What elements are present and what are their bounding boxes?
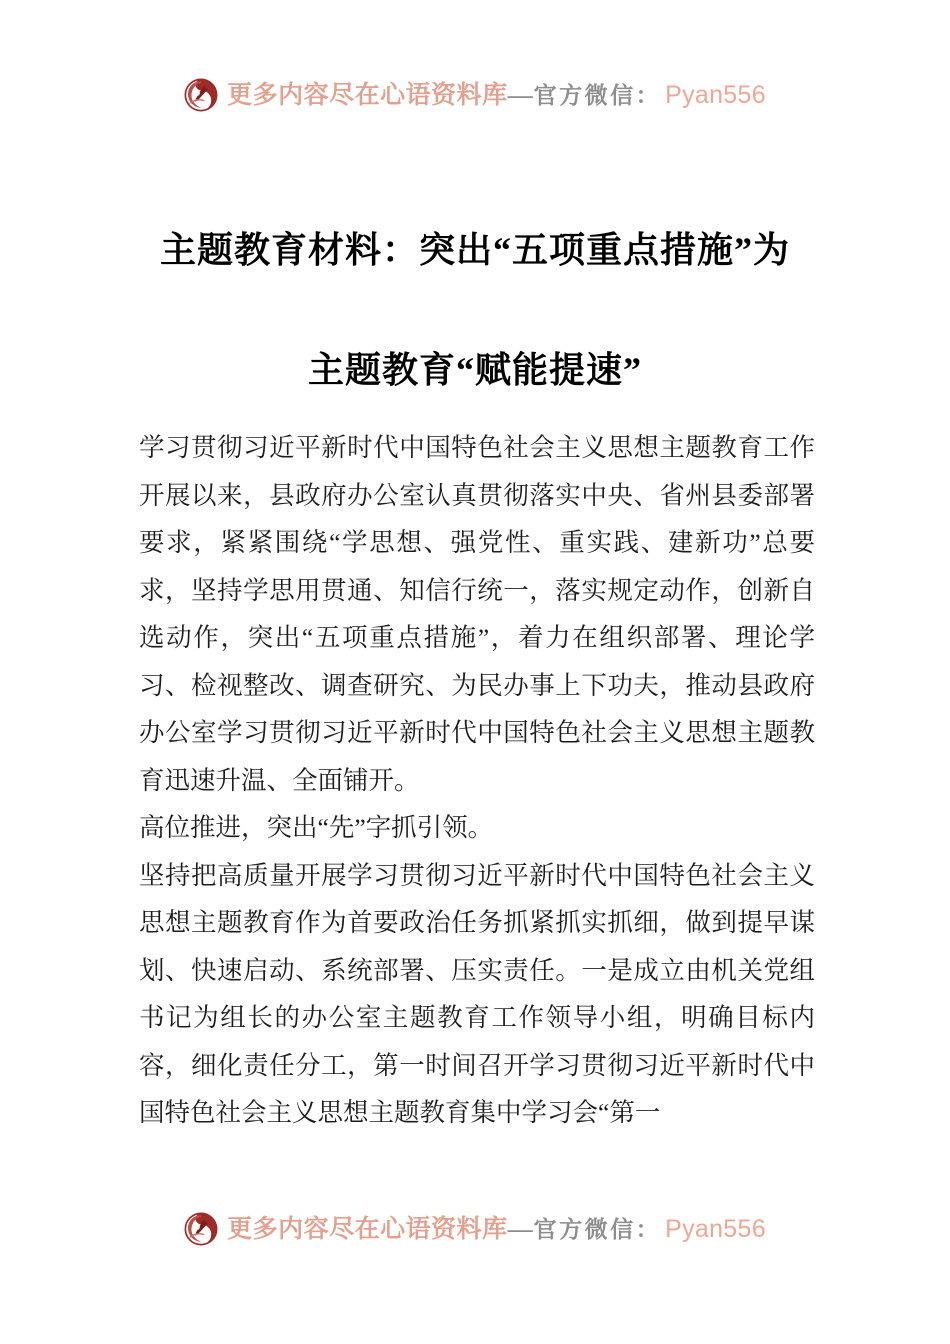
document-body (139, 424, 815, 1137)
watermark-dash: — (507, 81, 533, 109)
footer-watermark (0, 1212, 950, 1246)
document-title-line-1: 主题教育材料：突出“五项重点措施”为 (159, 230, 790, 271)
document-title-line-2: 主题教育“赋能提速” (307, 350, 642, 391)
watermark-official-label: 官方微信： (533, 1216, 662, 1242)
watermark-brand: 更多内容尽在心语资料库 (227, 81, 508, 109)
header-watermark (0, 78, 950, 112)
swirl-emblem-logo-icon (184, 78, 218, 112)
body-paragraph: 高位推进，突出“先”字抓引领。 (139, 813, 494, 842)
watermark-handle: Pyan556 (665, 80, 766, 109)
body-paragraph: 学习贯彻习近平新时代中国特色社会主义思想主题教育工作开展以来，县政府办公室认真贯彻落实中央、省州县委部署要求，紧紧围绕“学思想、强党性、重实践、建新功”总要求，坚持学思用贯通、知信行统一，落实规定动作，创新自选动作，突出“五项重点措施”，着力在组织部署、理论学习、检视整改、调查研究、为民办事上下功夫，推动县政府办公室学习贯彻习近平新时代中国特色社会主义思想主题教育迅速升温、全面铺开。 (139, 433, 815, 795)
watermark-handle: Pyan556 (665, 1214, 766, 1243)
watermark-official-label: 官方微信： (533, 82, 662, 108)
document-title (130, 190, 820, 430)
watermark-brand: 更多内容尽在心语资料库 (227, 1215, 508, 1243)
body-paragraph: 坚持把高质量开展学习贯彻习近平新时代中国特色社会主义思想主题教育作为首要政治任务抓紧抓实抓细，做到提早谋划、快速启动、系统部署、压实责任。一是成立由机关党组书记为组长的办公室主题教育工作领导小组，明确目标内容，细化责任分工，第一时间召开学习贯彻习近平新时代中国特色社会主义思想主题教育集中学习会“第一 (139, 860, 815, 1127)
watermark-dash: — (507, 1215, 533, 1243)
swirl-emblem-logo-icon (184, 1212, 218, 1246)
